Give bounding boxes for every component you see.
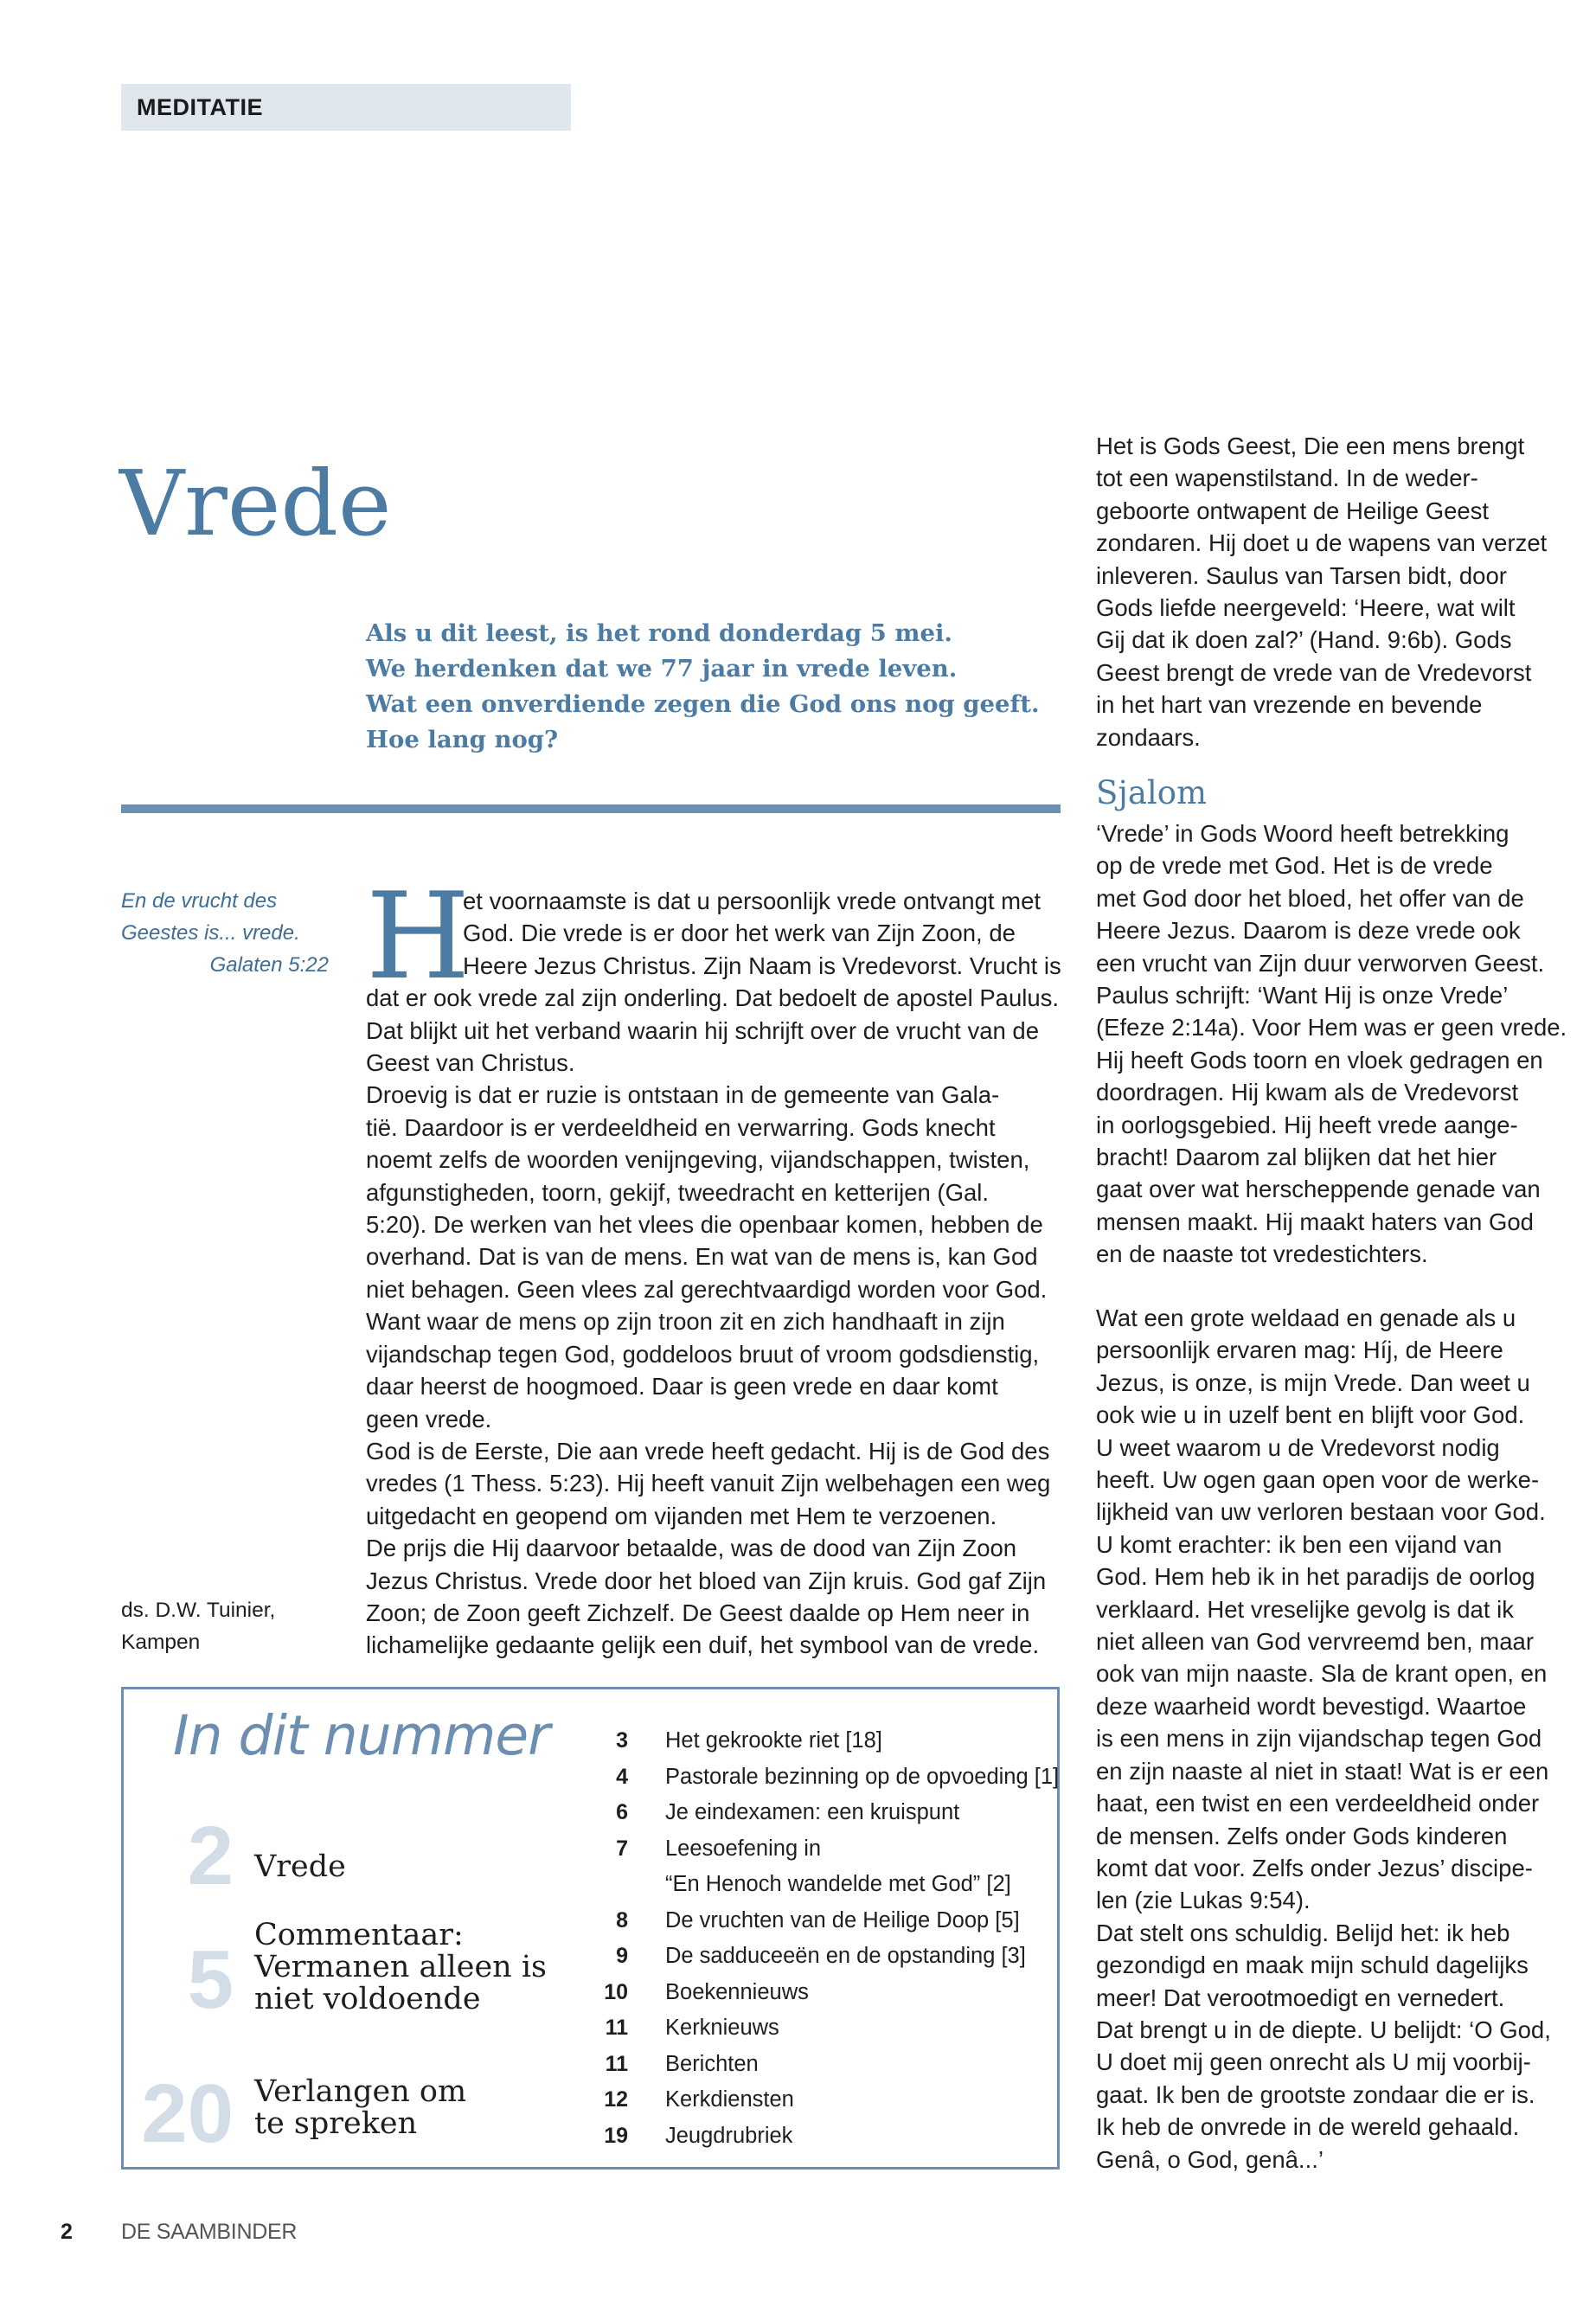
toc-featured-title[interactable]: [254, 1920, 547, 2016]
text-line: ook wie u in uzelf bent en blijft voor God.: [1096, 1401, 1525, 1429]
toc-item[interactable]: [554, 1723, 1055, 1759]
text-line: U weet waarom u de Vredevorst nodig: [1096, 1433, 1500, 1461]
author-byline: [121, 1594, 275, 1658]
toc-item-page: 3: [616, 1728, 628, 1753]
toc-item[interactable]: [554, 1903, 1055, 1939]
text-line: met God door het bloed, het offer van de: [1096, 884, 1524, 912]
text-line: gaat. Ik ben de grootste zondaar die er is.: [1096, 2080, 1535, 2108]
text-line: Ik heb de onvrede in de wereld gehaald.: [1096, 2113, 1520, 2141]
text-line: daar heerst de hoogmoed. Daar is geen vrede en daar komt: [366, 1373, 998, 1400]
toc-item[interactable]: [554, 1867, 1055, 1903]
text-line: gezondigd en maak mijn schuld dagelijks: [1096, 1952, 1529, 1979]
text-line: de mensen. Zelfs onder Gods kinderen: [1096, 1822, 1508, 1849]
toc-item-page: 11: [605, 2016, 628, 2040]
text-line: Jezus, is onze, is mijn Vrede. Dan weet u: [1096, 1368, 1530, 1396]
text-line: Dat stelt ons schuldig. Belijd het: ik heb: [1096, 1919, 1510, 1946]
text-line: heeft. Uw ogen gaan open voor de werke-: [1096, 1466, 1540, 1494]
article-column-left: [366, 885, 1061, 1662]
toc-item-page: 11: [605, 2051, 628, 2076]
toc-featured-number: 2: [187, 1810, 234, 1902]
text-line: niet alleen van God vervreemd ben, maar: [1096, 1628, 1534, 1656]
text-line: Droevig is dat er ruzie is ontstaan in de gemeente van Gala-: [366, 1081, 1000, 1109]
text-line: Want waar de mens op zijn troon zit en zich handhaaft in zijn: [366, 1308, 1005, 1336]
toc-item-label: De vruchten van de Heilige Doop [5]: [665, 1907, 1020, 1932]
intro-line: Wat een onverdiende zegen die God ons nog geeft.: [366, 690, 1040, 718]
intro-line: Als u dit leest, is het rond donderdag 5 mei.: [366, 619, 952, 647]
text-line: et voornaamste is dat u persoonlijk vrede ontvangt met: [463, 888, 1042, 914]
text-line: U doet mij geen onrecht als U mij voorbij-: [1096, 2048, 1531, 2076]
toc-featured-line: Commentaar:: [254, 1918, 464, 1952]
text-line: zondaars.: [1096, 723, 1201, 751]
toc-item-label: Je eindexamen: een kruispunt: [665, 1800, 960, 1824]
text-line: noemt zelfs de woorden venijngeving, vijandschappen, twisten,: [366, 1146, 1030, 1174]
toc-item-page: 12: [604, 2087, 628, 2112]
toc-featured-title[interactable]: [254, 2076, 466, 2140]
text-line: gaat over wat herscheppende genade van: [1096, 1176, 1541, 1203]
text-line: uitgedacht en geopend om vijanden met Hem te verzoenen.: [366, 1502, 997, 1529]
text-line: Genâ, o God, genâ...’: [1096, 2145, 1324, 2173]
subheading: Sjalom: [1096, 774, 1208, 811]
toc-item-label: Boekennieuws: [665, 1979, 809, 2004]
text-line: Wat een grote weldaad en genade als u: [1096, 1304, 1516, 1331]
text-line: geboorte ontwapent de Heilige Geest: [1096, 497, 1490, 524]
text-line: op de vrede met God. Het is de vrede: [1096, 852, 1493, 880]
text-line: persoonlijk ervaren mag: Híj, de Heere: [1096, 1336, 1503, 1364]
toc-item-page: 19: [604, 2123, 628, 2148]
quote-line: Geestes is... vrede.: [121, 921, 300, 945]
text-line: een vrucht van Zijn duur verworven Geest.: [1096, 949, 1545, 977]
toc-item[interactable]: [554, 2010, 1055, 2047]
toc-item[interactable]: [554, 2047, 1055, 2083]
text-line: in oorlogsgebied. Hij heeft vrede aange-: [1096, 1111, 1518, 1138]
toc-featured-line: Verlangen om: [254, 2074, 467, 2109]
text-line: Heere Jezus Christus. Zijn Naam is Vredevorst. Vrucht is: [463, 952, 1061, 979]
quote-line: En de vrucht des: [121, 889, 278, 913]
text-line: mensen maakt. Hij maakt haters van God: [1096, 1208, 1534, 1235]
text-line: zondaren. Hij doet u de wapens van verzet: [1096, 529, 1548, 557]
toc-item-page: 6: [616, 1800, 628, 1824]
toc-item[interactable]: [554, 1939, 1055, 1975]
text-line: Dat blijkt uit het verband waarin hij schrijft over de vrucht van de: [366, 1016, 1040, 1044]
quote-reference: Galaten 5:22: [209, 953, 329, 977]
toc-item[interactable]: [554, 2118, 1055, 2155]
text-line: Zoon; de Zoon geeft Zichzelf. De Geest daalde op Hem neer in: [366, 1599, 1030, 1626]
section-tag: MEDITATIE: [121, 84, 571, 131]
text-line: lijkheid van uw verloren bestaan voor God.: [1096, 1498, 1546, 1526]
toc-item-page: 4: [616, 1764, 628, 1789]
text-line: len (zie Lukas 9:54).: [1096, 1887, 1311, 1914]
text-line: ook van mijn naaste. Sla de krant open, en: [1096, 1660, 1548, 1688]
text-line: God. Die vrede is er door het werk van Zijn Zoon, de: [463, 920, 1016, 947]
text-line: niet behagen. Geen vlees zal gerechtvaardigd worden voor God.: [366, 1275, 1048, 1303]
text-line: meer! Dat verootmoedigt en vernedert.: [1096, 1984, 1505, 2011]
intro-line: Hoe lang nog?: [366, 726, 559, 753]
text-line: dat er ook vrede zal zijn onderling. Dat bedoelt de apostel Paulus.: [366, 984, 1060, 1012]
text-line: doordragen. Hij kwam als de Vredevorst: [1096, 1079, 1519, 1106]
text-line: komt dat voor. Zelfs onder Jezus’ discipe-: [1096, 1854, 1533, 1881]
toc-item-label: “En Henoch wandelde met God” [2]: [665, 1872, 1011, 1896]
text-line: en de naaste tot vredestichters.: [1096, 1240, 1428, 1268]
text-line: tot een wapenstilstand. In de weder-: [1096, 465, 1478, 492]
toc-item[interactable]: [554, 1831, 1055, 1868]
toc-item-page: 7: [616, 1836, 628, 1861]
text-line: deze waarheid wordt bevestigd. Waartoe: [1096, 1692, 1527, 1720]
article-title: Vrede: [119, 451, 392, 556]
publication-name: DE SAAMBINDER: [121, 2220, 298, 2244]
toc-item-label: Jeugdrubriek: [665, 2123, 793, 2148]
toc-item-label: De sadduceeën en de opstanding [3]: [665, 1944, 1026, 1968]
toc-item-label: Leesoefening in: [665, 1836, 822, 1861]
toc-item-label: Kerknieuws: [665, 2016, 779, 2040]
text-line: verklaard. Het vreselijke gevolg is dat ik: [1096, 1595, 1514, 1623]
text-line: inleveren. Saulus van Tarsen bidt, door: [1096, 561, 1507, 589]
text-line: Het is Gods Geest, Die een mens brengt: [1096, 433, 1525, 459]
text-line: Geest van Christus.: [366, 1049, 575, 1077]
toc-item-label: Berichten: [665, 2051, 759, 2076]
toc-list: [554, 1723, 1060, 2154]
text-line: Gij dat ik doen zal?’ (Hand. 9:6b). Gods: [1096, 626, 1512, 654]
article-column-right-top: [1096, 430, 1563, 753]
toc-featured-line: Vrede: [254, 1849, 346, 1884]
text-line: bracht! Daarom zal blijken dat het hier: [1096, 1144, 1497, 1171]
text-line: Geest brengt de vrede van de Vredevorst: [1096, 658, 1532, 686]
text-line: Heere Jezus. Daarom is deze vrede ook: [1096, 917, 1521, 945]
text-line: Dat brengt u in de diepte. U belijdt: ‘O God,: [1096, 2016, 1551, 2043]
drop-cap: H: [366, 867, 471, 1006]
toc-item[interactable]: [554, 2082, 1055, 2118]
divider-rule: [121, 804, 1061, 813]
toc-featured-title[interactable]: [254, 1851, 346, 1883]
text-line: lichamelijke gedaante gelijk een duif, het symbool van de vrede.: [366, 1631, 1040, 1659]
text-line: overhand. Dat is van de mens. En wat van de mens is, kan God: [366, 1243, 1038, 1271]
intro-line: We herdenken dat we 77 jaar in vrede leven.: [366, 655, 958, 683]
text-line: ‘Vrede’ in Gods Woord heeft betrekking: [1096, 820, 1509, 847]
text-line: God. Hem heb ik in het paradijs de oorlog: [1096, 1563, 1535, 1591]
text-line: haat, een twist en een verdeeldheid onder: [1096, 1790, 1540, 1817]
toc-item[interactable]: [554, 1795, 1055, 1831]
toc-item-page: 8: [616, 1907, 628, 1932]
text-line: 5:20). De werken van het vlees die openbaar komen, hebben de: [366, 1211, 1043, 1239]
toc-heading: In dit nummer: [173, 1704, 550, 1767]
text-line: God is de Eerste, Die aan vrede heeft gedacht. Hij is de God des: [366, 1437, 1050, 1465]
toc-featured-number: 20: [141, 2067, 234, 2160]
toc-item[interactable]: [554, 1759, 1060, 1796]
toc-item-page: 10: [604, 1979, 628, 2004]
bible-quote: [121, 885, 329, 981]
text-line: tië. Daardoor is er verdeeldheid en verwarring. Gods knecht: [366, 1113, 996, 1141]
toc-featured-number: 5: [187, 1933, 234, 2026]
text-line: en zijn naaste al niet in staat! Wat is er een: [1096, 1757, 1549, 1785]
toc-featured-line: te spreken: [254, 2106, 418, 2141]
article-intro: [366, 616, 1067, 758]
toc-item-label: Pastorale bezinning op de opvoeding [1]: [665, 1764, 1060, 1789]
toc-item-label: Het gekrookte riet [18]: [665, 1728, 882, 1753]
author-name: ds. D.W. Tuinier,: [121, 1599, 276, 1622]
text-line: Gods liefde neergeveld: ‘Heere, wat wilt: [1096, 594, 1516, 622]
page-number: 2: [61, 2220, 73, 2244]
text-line: vredes (1 Thess. 5:23). Hij heeft vanuit Zijn welbehagen een weg: [366, 1470, 1051, 1497]
author-location: Kampen: [121, 1631, 201, 1654]
text-line: in het hart van vrezende en bevende: [1096, 691, 1483, 719]
toc-item-page: 9: [616, 1944, 628, 1968]
article-column-right-bottom: [1096, 1302, 1563, 2176]
toc-item[interactable]: [554, 1975, 1055, 2011]
text-line: vijandschap tegen God, goddeloos bruut of vroom godsdienstig,: [366, 1340, 1040, 1368]
text-line: Hij heeft Gods toorn en vloek gedragen en: [1096, 1046, 1543, 1074]
text-line: is een mens in zijn vijandschap tegen God: [1096, 1725, 1542, 1753]
article-column-right-middle: [1096, 817, 1567, 1271]
text-line: geen vrede.: [366, 1405, 492, 1433]
toc-featured-line: niet voldoende: [254, 1982, 481, 2016]
text-line: (Efeze 2:14a). Voor Hem was er geen vrede.: [1096, 1014, 1567, 1042]
text-line: Jezus Christus. Vrede door het bloed van Zijn kruis. God gaf Zijn: [366, 1567, 1047, 1594]
text-line: De prijs die Hij daarvoor betaalde, was de dood van Zijn Zoon: [366, 1535, 1017, 1562]
text-line: afgunstigheden, toorn, gekijf, tweedracht en ketterijen (Gal.: [366, 1178, 990, 1206]
text-line: U komt erachter: ik ben een vijand van: [1096, 1530, 1503, 1558]
toc-item-label: Kerkdiensten: [665, 2087, 794, 2112]
toc-featured-line: Vermanen alleen is: [254, 1950, 547, 1984]
text-line: Paulus schrijft: ‘Want Hij is onze Vrede’: [1096, 982, 1509, 1009]
